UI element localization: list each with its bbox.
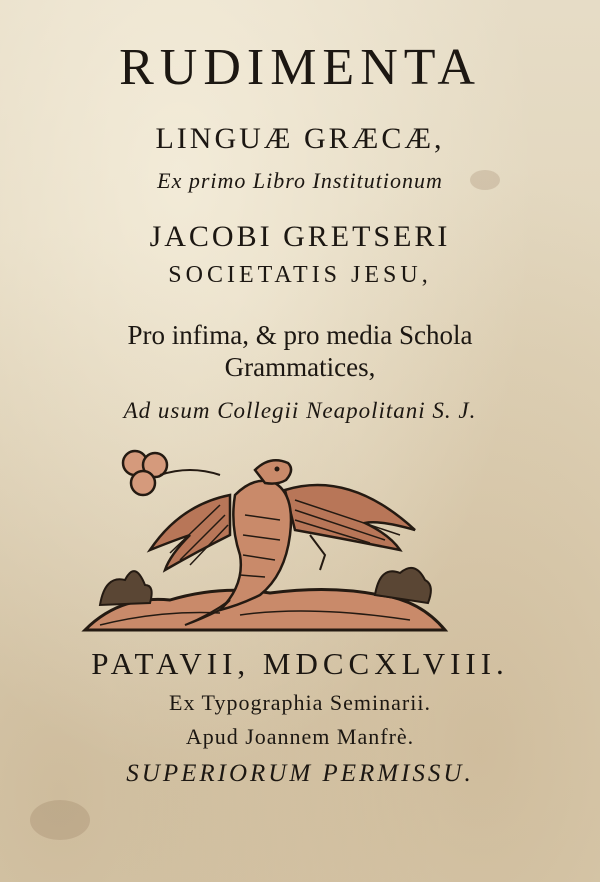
purpose-line-1: Pro infima, & pro media Schola <box>127 320 473 350</box>
imprint-printer: Ex Typographia Seminarii. <box>169 690 431 715</box>
imprint-permission: SUPERIORUM PERMISSU. <box>126 760 474 787</box>
left-bush <box>100 571 152 605</box>
author-name: JACOBI GRETSERI <box>149 220 451 253</box>
book-title: RUDIMENTA <box>119 39 481 96</box>
author-society: SOCIETATIS JESU, <box>168 262 432 288</box>
eagle-with-flower-icon <box>80 435 450 635</box>
usage-line: Ad usum Collegii Neapolitani S. J. <box>123 398 477 423</box>
paper-stain <box>30 800 90 840</box>
imprint-publisher: Apud Joannem Manfrè. <box>185 724 415 749</box>
purpose-line-2: Grammatices, <box>224 352 376 382</box>
imprint-place-year: PATAVII, MDCCXLVIII. <box>91 646 509 681</box>
source-line: Ex primo Libro Institutionum <box>157 168 443 193</box>
right-wing <box>285 485 415 550</box>
clover-flower <box>123 451 220 495</box>
book-subtitle: LINGUÆ GRÆCÆ, <box>155 122 445 155</box>
